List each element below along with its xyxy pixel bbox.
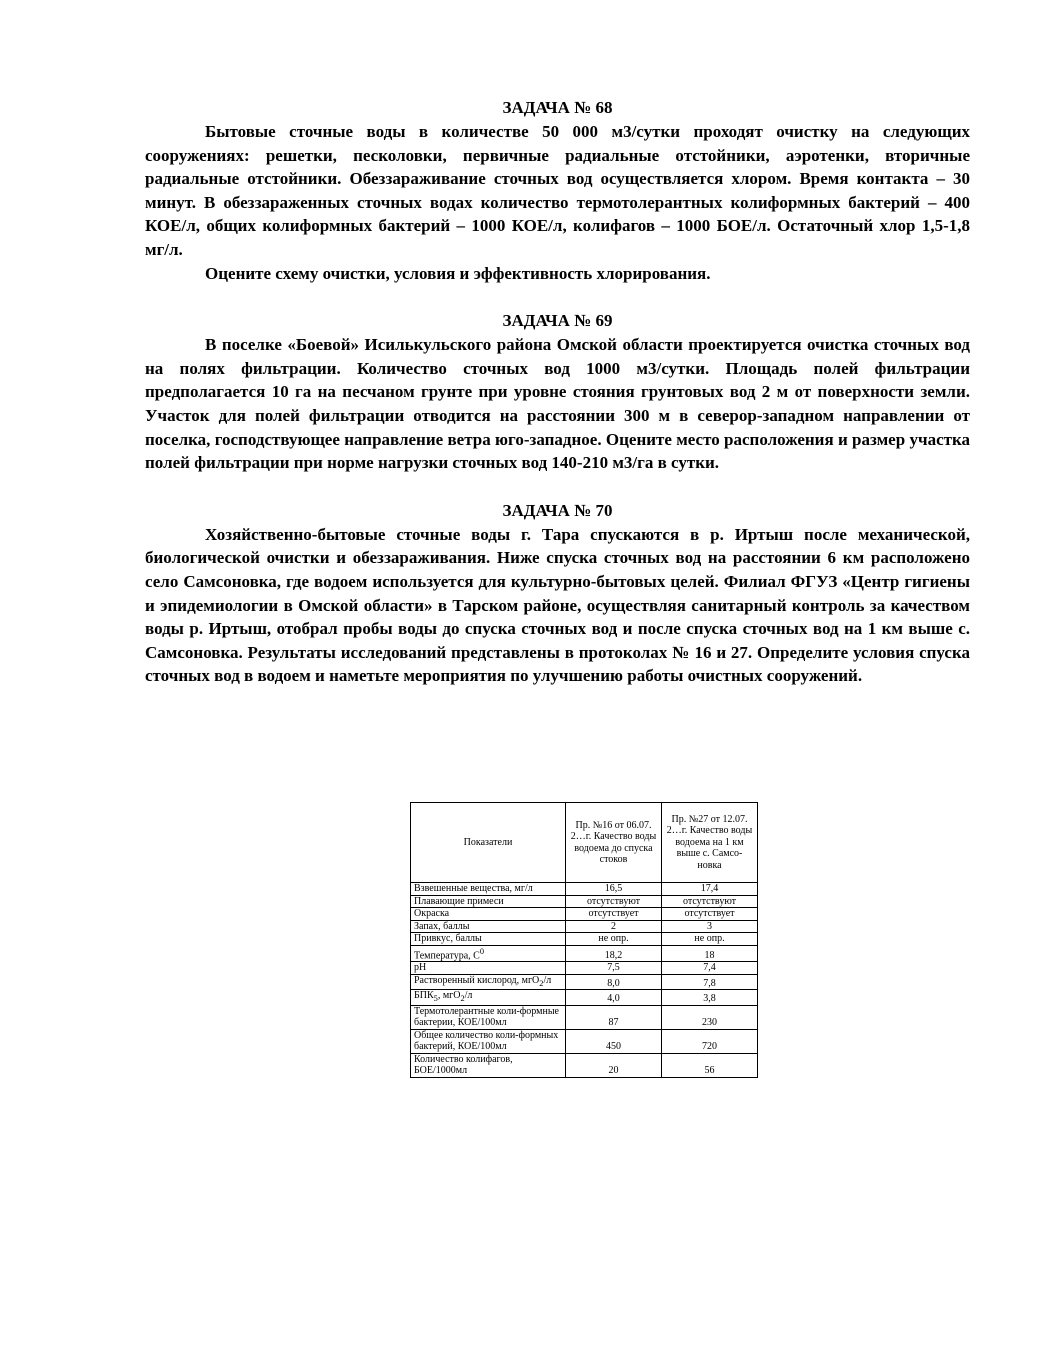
row-label: Термотолерантные коли-формные бактерии, КОЕ/100мл [411,1005,566,1029]
value-protocol-27: 3 [662,920,758,933]
value-protocol-16: 20 [566,1053,662,1077]
table-row [411,974,758,990]
row-label: Температура, $С^0$ [411,945,566,962]
task-68-title: ЗАДАЧА № 68 [502,98,613,117]
row-label: Плавающие примеси [411,895,566,908]
row-label: Взвешенные вещества, мг/л [411,883,566,896]
value-protocol-16: не опр. [566,933,662,946]
row-label: Количество колифагов, БОЕ/1000мл [411,1053,566,1077]
value-protocol-27: 56 [662,1053,758,1077]
value-protocol-27: 230 [662,1005,758,1029]
value-protocol-16: 18,2 [566,945,662,962]
value-protocol-27: отсутствуют [662,895,758,908]
table-row [411,1005,758,1029]
task-69-title: ЗАДАЧА № 69 [502,311,613,331]
row-label: Общее количество коли-формных бактерий, КОЕ/100мл [411,1029,566,1053]
value-protocol-27: 720 [662,1029,758,1053]
value-protocol-27: 18 [662,945,758,962]
row-label: рН [411,962,566,975]
row-label: Запах, баллы [411,920,566,933]
header-protocol-16: Пр. №16 от 06.07. 2…г. Качество воды водоема до спуска стоков [566,803,662,883]
task-69-text: В поселке «Боевой» Исилькульского района Омской области проектируется очистка сточных вод на полях фильтрации. Количество сточных вод 1000 м3/сутки. Площадь полей фильтрации предполагается 10 га на песчаном грунте при уровне стояния грунтовых вод 2 м от поверхности земли. Участок для полей фильтрации отводится на расстоянии 300 м в северор-западном направлении от поселка, господствующее направление ветра юго-западное. Оцените место расположения и размер участка полей фильтрации при норме нагрузки сточных вод 140-210 м3/га в сутки. [145,335,970,473]
table-row [411,945,758,962]
value-protocol-16: 8,0 [566,974,662,990]
table-row [411,908,758,921]
value-protocol-16: 450 [566,1029,662,1053]
value-protocol-27: 7,4 [662,962,758,975]
row-label: Растворенный кислород, мгО$_2$/л [411,974,566,990]
table-row [411,920,758,933]
row-label: $БПК_5$, мгО$_2$/л [411,990,566,1006]
table-row [411,933,758,946]
value-protocol-27: 7,8 [662,974,758,990]
value-protocol-27: 17,4 [662,883,758,896]
value-protocol-27: отсутствует [662,908,758,921]
task-69 [145,309,970,475]
value-protocol-16: 16,5 [566,883,662,896]
task-68-question: Оцените схему очистки, условия и эффективность хлорирования. [205,263,711,283]
value-protocol-16: 4,0 [566,990,662,1006]
table-row [411,1053,758,1077]
task-70-text: Хозяйственно-бытовые сточные воды г. Тара спускаются в р. Иртыш после механической, биологической очистки и обеззараживания. Ниже спуска сточных вод на расстоянии 6 км расположено село Самсоновка, где водоем используется для культурно-бытовых целей. Филиал ФГУЗ «Центр гигиены и эпидемиологии в Омской области» в Тарском районе, осуществляя санитарный контроль за качеством воды р. Иртыш, отобрал пробы воды до спуска сточных вод и после спуска сточных вод на 1 км выше с. Самсоновка. Результаты исследований представлены в протоколах № 16 и 27. Определите условия спуска сточных вод в водоем и наметьте мероприятия по улучшению работы очистных сооружений. [145,524,970,686]
table-row [411,883,758,896]
task-68 [145,96,970,285]
table-row [411,990,758,1006]
page-content [145,96,970,688]
results-table [410,802,758,1078]
header-indicators: Показатели [411,803,566,883]
row-label: Привкус, баллы [411,933,566,946]
results-table-wrap [410,802,757,1078]
task-70-title: ЗАДАЧА № 70 [502,500,613,520]
header-protocol-27: Пр. №27 от 12.07. 2…г. Качество воды водоема на 1 км выше с. Самсо-новка [662,803,758,883]
value-protocol-16: отсутствует [566,908,662,921]
table-row [411,895,758,908]
table-row [411,1029,758,1053]
row-label: Окраска [411,908,566,921]
value-protocol-16: 2 [566,920,662,933]
table-row [411,962,758,975]
value-protocol-27: не опр. [662,933,758,946]
value-protocol-16: отсутствуют [566,895,662,908]
task-70 [145,499,970,688]
value-protocol-16: 87 [566,1005,662,1029]
task-68-text: Бытовые сточные воды в количестве 50 000 м3/сутки проходят очистку на следующих сооружениях: решетки, песколовки, первичные радиальные отстойники, аэротенки, вторичные радиальные отстойники. Обеззараживание сточных вод осуществляется хлором. Время контакта – 30 минут. В обеззараженных сточных водах количество термотолерантных колиформных бактерий – 400 КОЕ/л, общих колиформных бактерий – 1000 КОЕ/л, колифагов – 1000 БОЕ/л. Остаточный хлор 1,5-1,8 мг/л. [145,122,970,259]
value-protocol-27: 3,8 [662,990,758,1006]
value-protocol-16: 7,5 [566,962,662,975]
table-header-row [411,803,758,883]
